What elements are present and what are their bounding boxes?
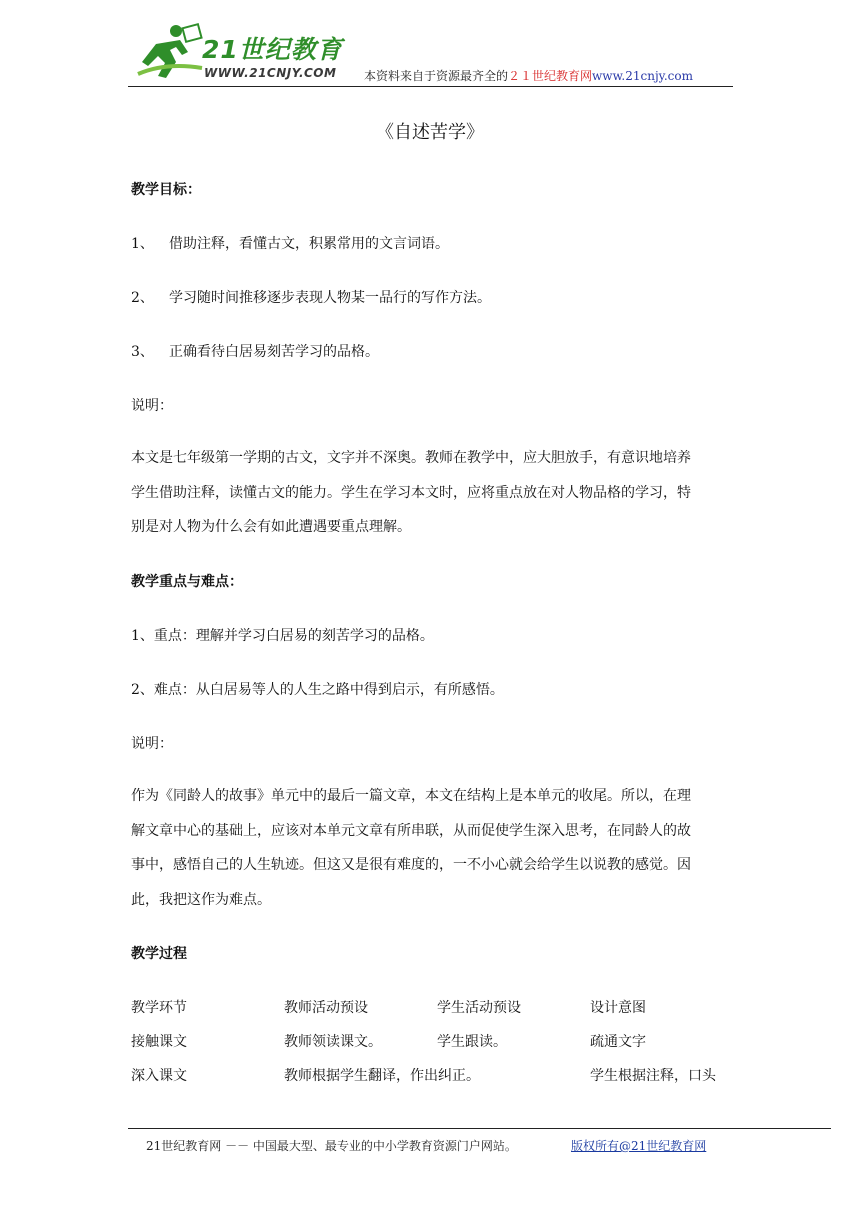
goal-number: 1、	[131, 236, 154, 252]
source-url-link[interactable]: www.21cnjy.com	[592, 69, 693, 83]
page-header	[128, 18, 733, 86]
note-line: 作为《同龄人的故事》单元中的最后一篇文章，本文在结构上是本单元的收尾。所以，在理	[131, 788, 691, 804]
keypoint-item: 1、重点：理解并学习白居易的刻苦学习的品格。	[131, 628, 434, 644]
note-label: 说明：	[131, 736, 173, 752]
logo-url: WWW.21CNJY.COM	[204, 66, 337, 80]
header-divider	[128, 86, 733, 87]
note-paragraph	[131, 779, 731, 917]
goal-text: 学习随时间推移逐步表现人物某一品行的写作方法。	[169, 290, 491, 306]
goal-item	[131, 287, 491, 307]
footer-text: 21世纪教育网 －－ 中国最大型、最专业的中小学教育资源门户网站。	[146, 1139, 517, 1153]
document-title: 《自述苦学》	[376, 122, 484, 143]
process-cell: 学生根据注释，口头	[590, 1068, 716, 1084]
source-prefix: 本资料来自于资源最齐全的	[364, 69, 509, 83]
goal-number: 2、	[131, 290, 154, 306]
site-logo[interactable]	[136, 22, 366, 84]
note-line: 解文章中心的基础上，应该对本单元文章有所串联，从而促使学生深入思考，在同龄人的故	[131, 822, 691, 839]
note-line: 别是对人物为什么会有如此遭遇要重点理解。	[131, 519, 411, 535]
keypoints-heading: 教学重点与难点：	[131, 574, 243, 590]
source-site-link[interactable]: ２１世纪教育网	[508, 69, 593, 83]
keypoint-item: 2、难点：从白居易等人的人生之路中得到启示，有所感悟。	[131, 682, 504, 698]
process-cell: 深入课文	[131, 1068, 187, 1084]
process-cell: 学生跟读。	[437, 1034, 507, 1050]
runner-logo-icon	[136, 22, 206, 82]
note-paragraph	[131, 441, 731, 545]
process-cell: 疏通文字	[590, 1034, 646, 1050]
process-cell: 教师领读课文。	[284, 1034, 382, 1050]
goal-item	[131, 341, 379, 361]
process-cell: 学生活动预设	[437, 1000, 521, 1016]
goal-item	[131, 233, 449, 253]
process-heading: 教学过程	[131, 946, 187, 962]
note-line: 本文是七年级第一学期的古文，文字并不深奥。教师在教学中，应大胆放手，有意识地培养	[131, 450, 691, 466]
footer-copyright-link[interactable]: 版权所有@21世纪教育网	[571, 1139, 707, 1153]
process-cell: 教师根据学生翻译，作出纠正。	[284, 1068, 480, 1084]
source-line	[364, 67, 693, 84]
process-cell: 教学环节	[131, 1000, 187, 1016]
goal-number: 3、	[131, 344, 154, 360]
note-line: 此，我把这作为难点。	[131, 891, 271, 908]
logo-text: 21世纪教育	[202, 35, 343, 64]
goals-heading: 教学目标：	[131, 182, 201, 198]
goal-text: 正确看待白居易刻苦学习的品格。	[169, 344, 379, 360]
goal-text: 借助注释，看懂古文，积累常用的文言词语。	[169, 236, 449, 252]
process-cell: 接触课文	[131, 1034, 187, 1050]
note-label: 说明：	[131, 398, 173, 414]
note-line: 事中，感悟自己的人生轨迹。但这又是很有难度的，一不小心就会给学生以说教的感觉。因	[131, 857, 691, 873]
process-cell: 设计意图	[590, 1000, 646, 1016]
process-cell: 教师活动预设	[284, 1000, 368, 1016]
footer-divider	[128, 1128, 831, 1129]
note-line: 学生借助注释，读懂古文的能力。学生在学习本文时，应将重点放在对人物品格的学习，特	[131, 484, 691, 501]
